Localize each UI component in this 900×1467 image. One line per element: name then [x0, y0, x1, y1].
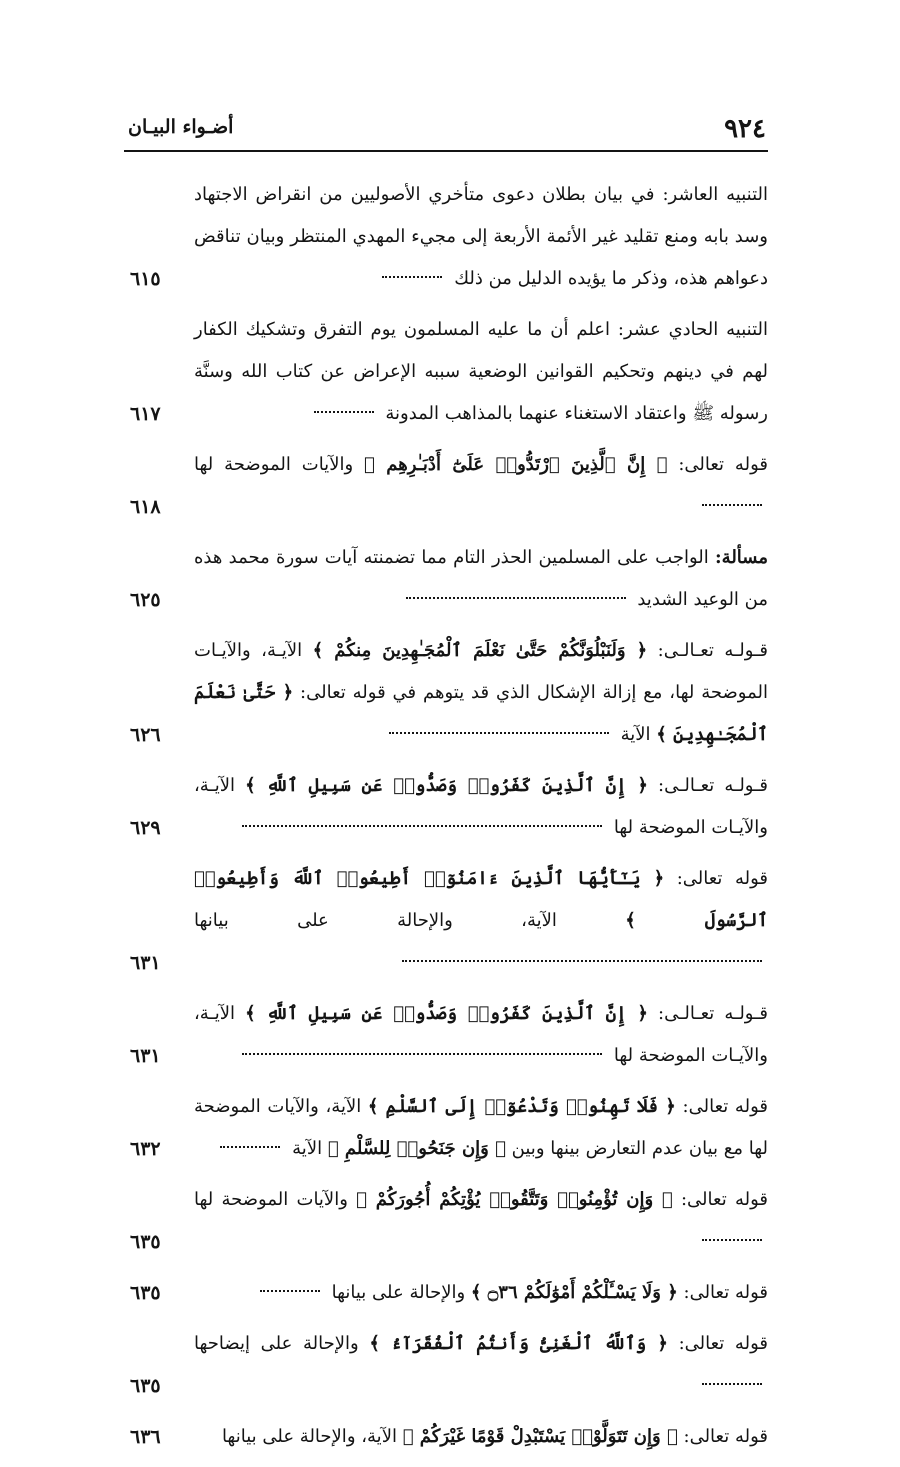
entry-page-number: ٦٣١ [130, 1045, 161, 1067]
quran-quote-secondary: ﴿ وَإِن جَنَحُوا۟ لِلسَّلْمِ ﴾ [327, 1138, 506, 1159]
page-number: ٩٢٤ [724, 114, 766, 144]
toc-entry [124, 444, 768, 528]
toc-entry [124, 858, 768, 984]
dot-leader [314, 411, 374, 413]
toc-entry [124, 1416, 768, 1458]
quran-quote: ﴿ وَلَنَبْلُوَنَّكُمْ حَتَّىٰ نَعْلَمَ ٱلْمُجَـٰهِدِينَ مِنكُمْ ﴾ [312, 640, 648, 661]
entry-tail: الآيـة، والآيـات الموضحة لها [194, 1003, 768, 1066]
toc-entry [124, 174, 768, 300]
dot-leader [702, 504, 762, 506]
book-title: أضـواء البيـان [128, 116, 234, 138]
quran-quote: ﴿ إِنَّ ٱلَّذِينَ كَفَرُوا۟ وَصَدُّوا۟ عَن سَبِيلِ ٱللَّهِ ﴾ [245, 775, 648, 796]
entry-page-number: ٦١٥ [130, 268, 161, 290]
quran-quote: ﴿ فَلَا تَهِنُوا۟ وَتَدْعُوٓا۟ إِلَى ٱلسَّلْمِ ﴾ [367, 1096, 676, 1117]
quran-quote: ﴿ وَٱللَّهُ ٱلْغَنِىُّ وَأَنتُمُ ٱلْفُقَرَآءُ ﴾ [369, 1333, 668, 1354]
entry-tail: الآية، والآيات الموضحة لها مع بيان عدم التعارض بينها وبين [194, 1096, 768, 1159]
dot-leader [389, 732, 609, 734]
dot-leader [220, 1146, 280, 1148]
entry-tail: والآيات الموضحة لها [194, 1189, 348, 1210]
dot-leader [406, 597, 626, 599]
entry-lead: قوله تعالى: [676, 868, 768, 889]
entry-page-number: ٦٣١ [130, 952, 161, 974]
toc-entry [124, 1179, 768, 1263]
entry-page-number: ٦٣٥ [130, 1282, 161, 1304]
entry-lead: قوله تعالى: [682, 1096, 768, 1117]
entry-lead: قوله تعالى: [678, 1333, 768, 1354]
entry-page-number: ٦٣٥ [130, 1375, 161, 1397]
toc-entry [124, 630, 768, 756]
book-page [124, 110, 768, 1467]
toc-entry [124, 765, 768, 849]
entry-page-number: ٦٣٥ [130, 1231, 161, 1253]
dot-leader [260, 1290, 320, 1292]
dot-leader [242, 1053, 602, 1055]
entry-tail: الآية، والإحالة على بيانها [221, 1426, 397, 1447]
entry-lead: قوله تعالى: [680, 1189, 768, 1210]
entry-page-number: ٦٢٥ [130, 589, 161, 611]
toc-entry [124, 1272, 768, 1314]
toc-entry [124, 537, 768, 621]
entry-page-number: ٦١٧ [130, 403, 161, 425]
entry-tail-secondary: الآية [292, 1138, 323, 1159]
entry-lead: قوله تعالى: [683, 1426, 768, 1447]
entry-lead: قوله تعالى: [683, 1282, 768, 1303]
quran-quote: ﴿ وَلَا يَسْـَٔلْكُمْ أَمْوَٰلَكُمْ ۝٣٦ ﴾ [470, 1282, 678, 1303]
entry-page-number: ٦٣٢ [130, 1138, 161, 1160]
entry-text: الواجب على المسلمين الحذر التام مما تضمنته آيات سورة محمد هذه من الوعيد الشديد [194, 547, 768, 610]
entry-tail-secondary: الآية [620, 724, 651, 745]
entry-tail: والآيات الموضحة لها [194, 454, 354, 475]
toc-entry [124, 993, 768, 1077]
entry-lead: قـولـه تعـالـى: [657, 640, 768, 661]
dot-leader [702, 1383, 762, 1385]
quran-quote: ﴿ وَإِن تَتَوَلَّوْا۟ يَسْتَبْدِلْ قَوْمًا غَيْرَكُمْ ﴾ [402, 1426, 678, 1447]
quran-quote-secondary: ﴿ حَتَّىٰ نَعْلَمَ ٱلْمُجَـٰهِدِينَ ﴾ [194, 682, 768, 745]
quran-quote: ﴿ يَـٰٓأَيُّهَا ٱلَّذِينَ ءَامَنُوٓا۟ أَطِيعُوا۟ ٱللَّهَ وَأَطِيعُوا۟ ٱلرَّسُولَ ﴾ [194, 868, 768, 931]
dot-leader [382, 276, 442, 278]
entry-text: التنبيه العاشر: في بيان بطلان دعوى متأخري الأصوليين من انقراض الاجتهاد وسد بابه ومنع تقليد غير الأئمة الأربعة إلى مجيء المهدي المنتظر وبيان تناقض دعواهم هذه، وذكر ما يؤيده الدليل من ذلك [194, 184, 768, 289]
entry-page-number: ٦٢٦ [130, 724, 161, 746]
entry-lead: قـولـه تعـالـى: [658, 1003, 768, 1024]
entry-text: التنبيه الحادي عشر: اعلم أن ما عليه المسلمون يوم التفرق وتشكيك الكفار لهم في دينهم وتحكيم القوانين الوضعية سببه الإعراض عن كتاب الله وسنَّة رسوله ﷺ واعتقاد الاستغناء عنهما بالمذاهب المدونة [194, 319, 768, 424]
toc-entry [124, 1323, 768, 1407]
entry-lead: قوله تعالى: [678, 454, 768, 475]
dot-leader [702, 1239, 762, 1241]
quran-quote: ﴿ إِنَّ ٱلَّذِينَ ٱرْتَدُّوا۟ عَلَىٰٓ أَدْبَـٰرِهِم ﴾ [364, 454, 668, 475]
entry-page-number: ٦١٨ [130, 496, 161, 518]
quran-quote: ﴿ وَإِن تُؤْمِنُوا۟ وَتَتَّقُوا۟ يُؤْتِكُمْ أُجُورَكُمْ ﴾ [356, 1189, 673, 1210]
toc-entry [124, 309, 768, 435]
entry-tail: والإحالة على إيضاحها [194, 1333, 359, 1354]
entry-tail: والإحالة على بيانها [331, 1282, 466, 1303]
entry-tail: الآية، والإحالة على بيانها [194, 910, 557, 931]
entry-lead: قـولـه تعـالـى: [658, 775, 768, 796]
dot-leader [242, 825, 602, 827]
entry-tail: الآيـة، والآيـات الموضحة لها، مع إزالة الإشكال الذي قد يتوهم في قوله تعالى: [194, 640, 768, 703]
running-header [124, 110, 768, 152]
entry-bold-lead: مسألة: [715, 547, 768, 568]
toc-entry [124, 1086, 768, 1170]
entry-page-number: ٦٢٩ [130, 817, 161, 839]
quran-quote: ﴿ إِنَّ ٱلَّذِينَ كَفَرُوا۟ وَصَدُّوا۟ عَن سَبِيلِ ٱللَّهِ ﴾ [245, 1003, 648, 1024]
dot-leader [402, 960, 762, 962]
entry-page-number: ٦٣٦ [130, 1426, 161, 1448]
table-of-contents [124, 174, 768, 1458]
entry-tail: الآيـة، والآيـات الموضحة لها [194, 775, 768, 838]
